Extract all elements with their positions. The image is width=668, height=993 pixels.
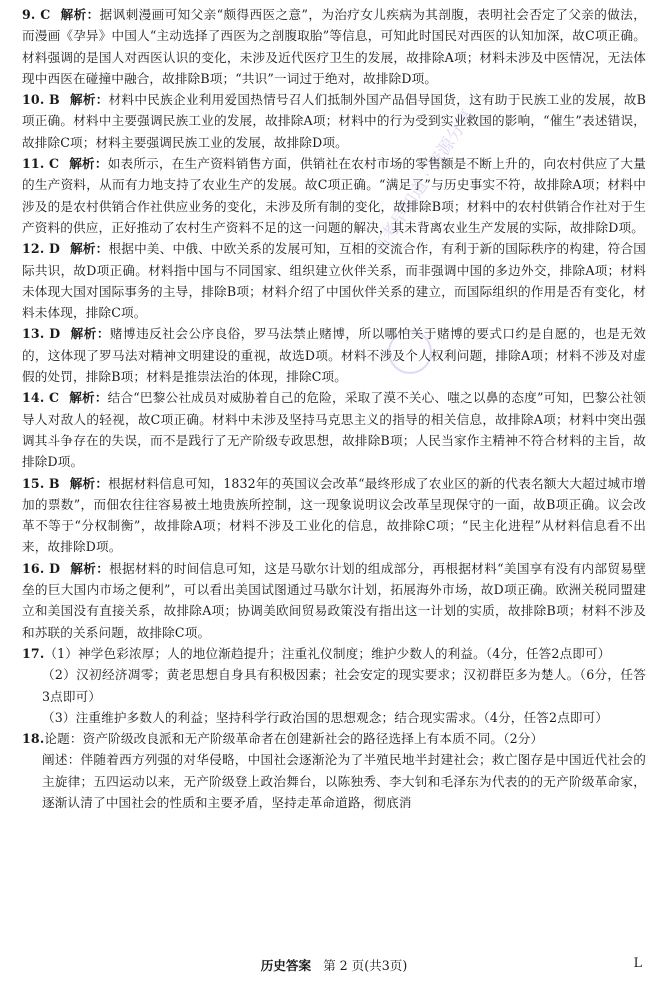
analysis-label: 解析： xyxy=(70,241,109,257)
question-number: 18. xyxy=(22,731,45,747)
answer-text: （1）神学色彩浓厚；人的地位渐趋提升；注重礼仪制度；维护少数人的利益。（4分，任答2点即可） xyxy=(44,645,611,661)
answer-18-thesis xyxy=(22,728,646,749)
answer-12 xyxy=(22,238,646,323)
analysis-label: 解析： xyxy=(69,475,109,491)
page-footer xyxy=(0,955,668,975)
question-number: 13. D xyxy=(22,326,61,342)
footer-mark: L xyxy=(633,955,642,970)
analysis-text: 如表所示，在生产资料销售方面，供销社在农村市场的零售额是不断上升的，向农村供应了大量的生产资料，从而有力地支持了农业生产的发展。故C项正确。“满足了”与历史事实不符，故排除A项；材料中涉及的是农村供销合作社供应业务的变化，未涉及所有制的变化，故排除B项；材料中的农村供销合作社对于生产资料的供应，正好推动了农村生产资料不足的这一问题的解决，其未背离农业生产发展的实际，故排除D项。 xyxy=(22,156,646,235)
analysis-text: 据讽刺漫画可知父亲“颇得西医之意”，为治疗女儿疾病为其剖腹，表明社会否定了父亲的做法，而漫画《孕异》中国人“主动选择了西医为之剖腹取胎”等信息，可知此时国民对西医的认知加深，故C项正确。材料强调的是国人对西医认识的变化，未涉及近代医疗卫生的发展，故排除A项；材料未涉及中医情况，无法体现中西医在碰撞中融合，故排除B项；“共识”一词过于绝对，故排除D项。 xyxy=(22,7,647,86)
answer-17-part-1 xyxy=(22,643,646,664)
question-number: 12. D xyxy=(22,241,61,257)
question-number: 16. D xyxy=(22,560,61,576)
analysis-text: 根据材料信息可知，1832年的英国议会改革“最终形成了农业区的新的代表名额大大超过城市增加的票数”，而佃农往往容易被土地贵族所控制，这一现象说明议会改革呈现保守的一面，故B项正确。议会改革不等于“分权制衡”，故排除A项；材料不涉及工业化的信息，故排除C项；“民主化进程”从材料信息看不出来，故排除D项。 xyxy=(22,475,646,555)
analysis-label: 解析： xyxy=(60,7,100,22)
answer-content xyxy=(22,4,646,813)
analysis-text: 根据中美、中俄、中欧关系的发展可知，互相的交流合作，有利于新的国际秩序的构建，符合国际共识，故D项正确。材料指中国与不同国家、组织建立伙伴关系，而非强调中国的多边外交，排除A项；材料未体现大国对国际事务的主导，排除B项；材料介绍了中国伙伴关系的建立，而国际组织的作用是否有变化，材料未体现，排除C项。 xyxy=(22,241,646,321)
analysis-text: 结合“巴黎公社成员对威胁着自己的危险，采取了漠不关心、嗤之以鼻的态度”可知，巴黎公社领导人对敌人的轻视，故C项正确。材料中未涉及坚持马克思主义的指导的相关信息，故排除A项；材料中突出强调其斗争存在的失误，而不是践行了无产阶级专政思想，故排除B项；人民当家作主精神不符合材料的主旨，故排除D项。 xyxy=(22,390,647,470)
question-number: 17. xyxy=(22,645,45,661)
analysis-label: 解析： xyxy=(70,560,110,576)
answer-11 xyxy=(22,153,646,238)
answer-14 xyxy=(22,387,646,472)
footer-subject: 历史答案 xyxy=(260,958,312,973)
analysis-text: 根据材料的时间信息可知，这是马歇尔计划的组成部分，再根据材料“美国享有没有内部贸易壁垒的巨大国内市场之便利”，可以看出美国试图通过马歇尔计划，拓展海外市场，故D项正确。欧洲关税同盟建立和美国没有直接关系，故排除A项；协调美欧间贸易政策没有指出这一计划的实质，故排除B项；材料不涉及和苏联的关系问题，故排除C项。 xyxy=(22,560,646,640)
question-number: 15. B xyxy=(22,475,60,491)
answer-17-part-2: （2）汉初经济凋零；黄老思想自身具有积极因素；社会安定的现实要求；汉初群臣多为楚人。（6分，任答3点即可） xyxy=(42,667,646,704)
answer-text: 论题：资产阶级改良派和无产阶级革命者在创建新社会的路径选择上有本质不同。（2分） xyxy=(44,731,544,747)
analysis-label: 解析： xyxy=(70,326,110,342)
analysis-text: 材料中民族企业利用爱国热情号召人们抵制外国产品倡导国货，这有助于民族工业的发展，故B项正确。材料中主要强调民族工业的发展，故排除A项；材料中的行为受到实业救国的影响，“催生”表述错误，故排除C项；材料主要强调民族工业的发展，故排除D项。 xyxy=(22,92,646,150)
question-number: 9. C xyxy=(22,7,51,22)
analysis-text: 赌博违反社会公序良俗，罗马法禁止赌博，所以哪怕关于赌博的要式口约是自愿的，也是无效的，这体现了罗马法对精神文明建设的重视，故选D项。材料不涉及个人权利问题，排除A项；材料不涉及对虚假的处罚，排除B项；材料是推崇法治的体现，排除C项。 xyxy=(22,326,646,385)
question-number: 14. C xyxy=(22,390,60,406)
answer-15 xyxy=(22,473,646,558)
question-number: 10. B xyxy=(22,92,60,108)
footer-page-number: 第 2 页(共3页) xyxy=(323,958,408,973)
analysis-label: 解析： xyxy=(69,92,109,108)
answer-10 xyxy=(22,89,646,153)
question-number: 11. C xyxy=(22,156,60,172)
answer-13 xyxy=(22,323,646,387)
watermark: 高考早知道 · 资源分享 xyxy=(369,105,479,259)
answer-9 xyxy=(22,4,646,89)
answer-16 xyxy=(22,558,646,643)
footer-center xyxy=(0,955,668,974)
answer-18-elaboration: 阐述：伴随着西方列强的对华侵略，中国社会逐渐沦为了半殖民地半封建社会；救亡图存是中国近代社会的主旋律；五四运动以来，无产阶级登上政治舞台，以陈独秀、李大钊和毛泽东为代表的的无产阶级革命家，逐渐认清了中国社会的性质和主要矛盾，坚持走革命道路，彻底消 xyxy=(42,752,646,810)
analysis-label: 解析： xyxy=(69,156,108,172)
analysis-label: 解析： xyxy=(69,390,108,406)
answer-17-part-3: （3）注重维护多数人的利益；坚持科学行政治国的思想观念；结合现实需求。（4分，任答2点即可） xyxy=(42,709,609,725)
